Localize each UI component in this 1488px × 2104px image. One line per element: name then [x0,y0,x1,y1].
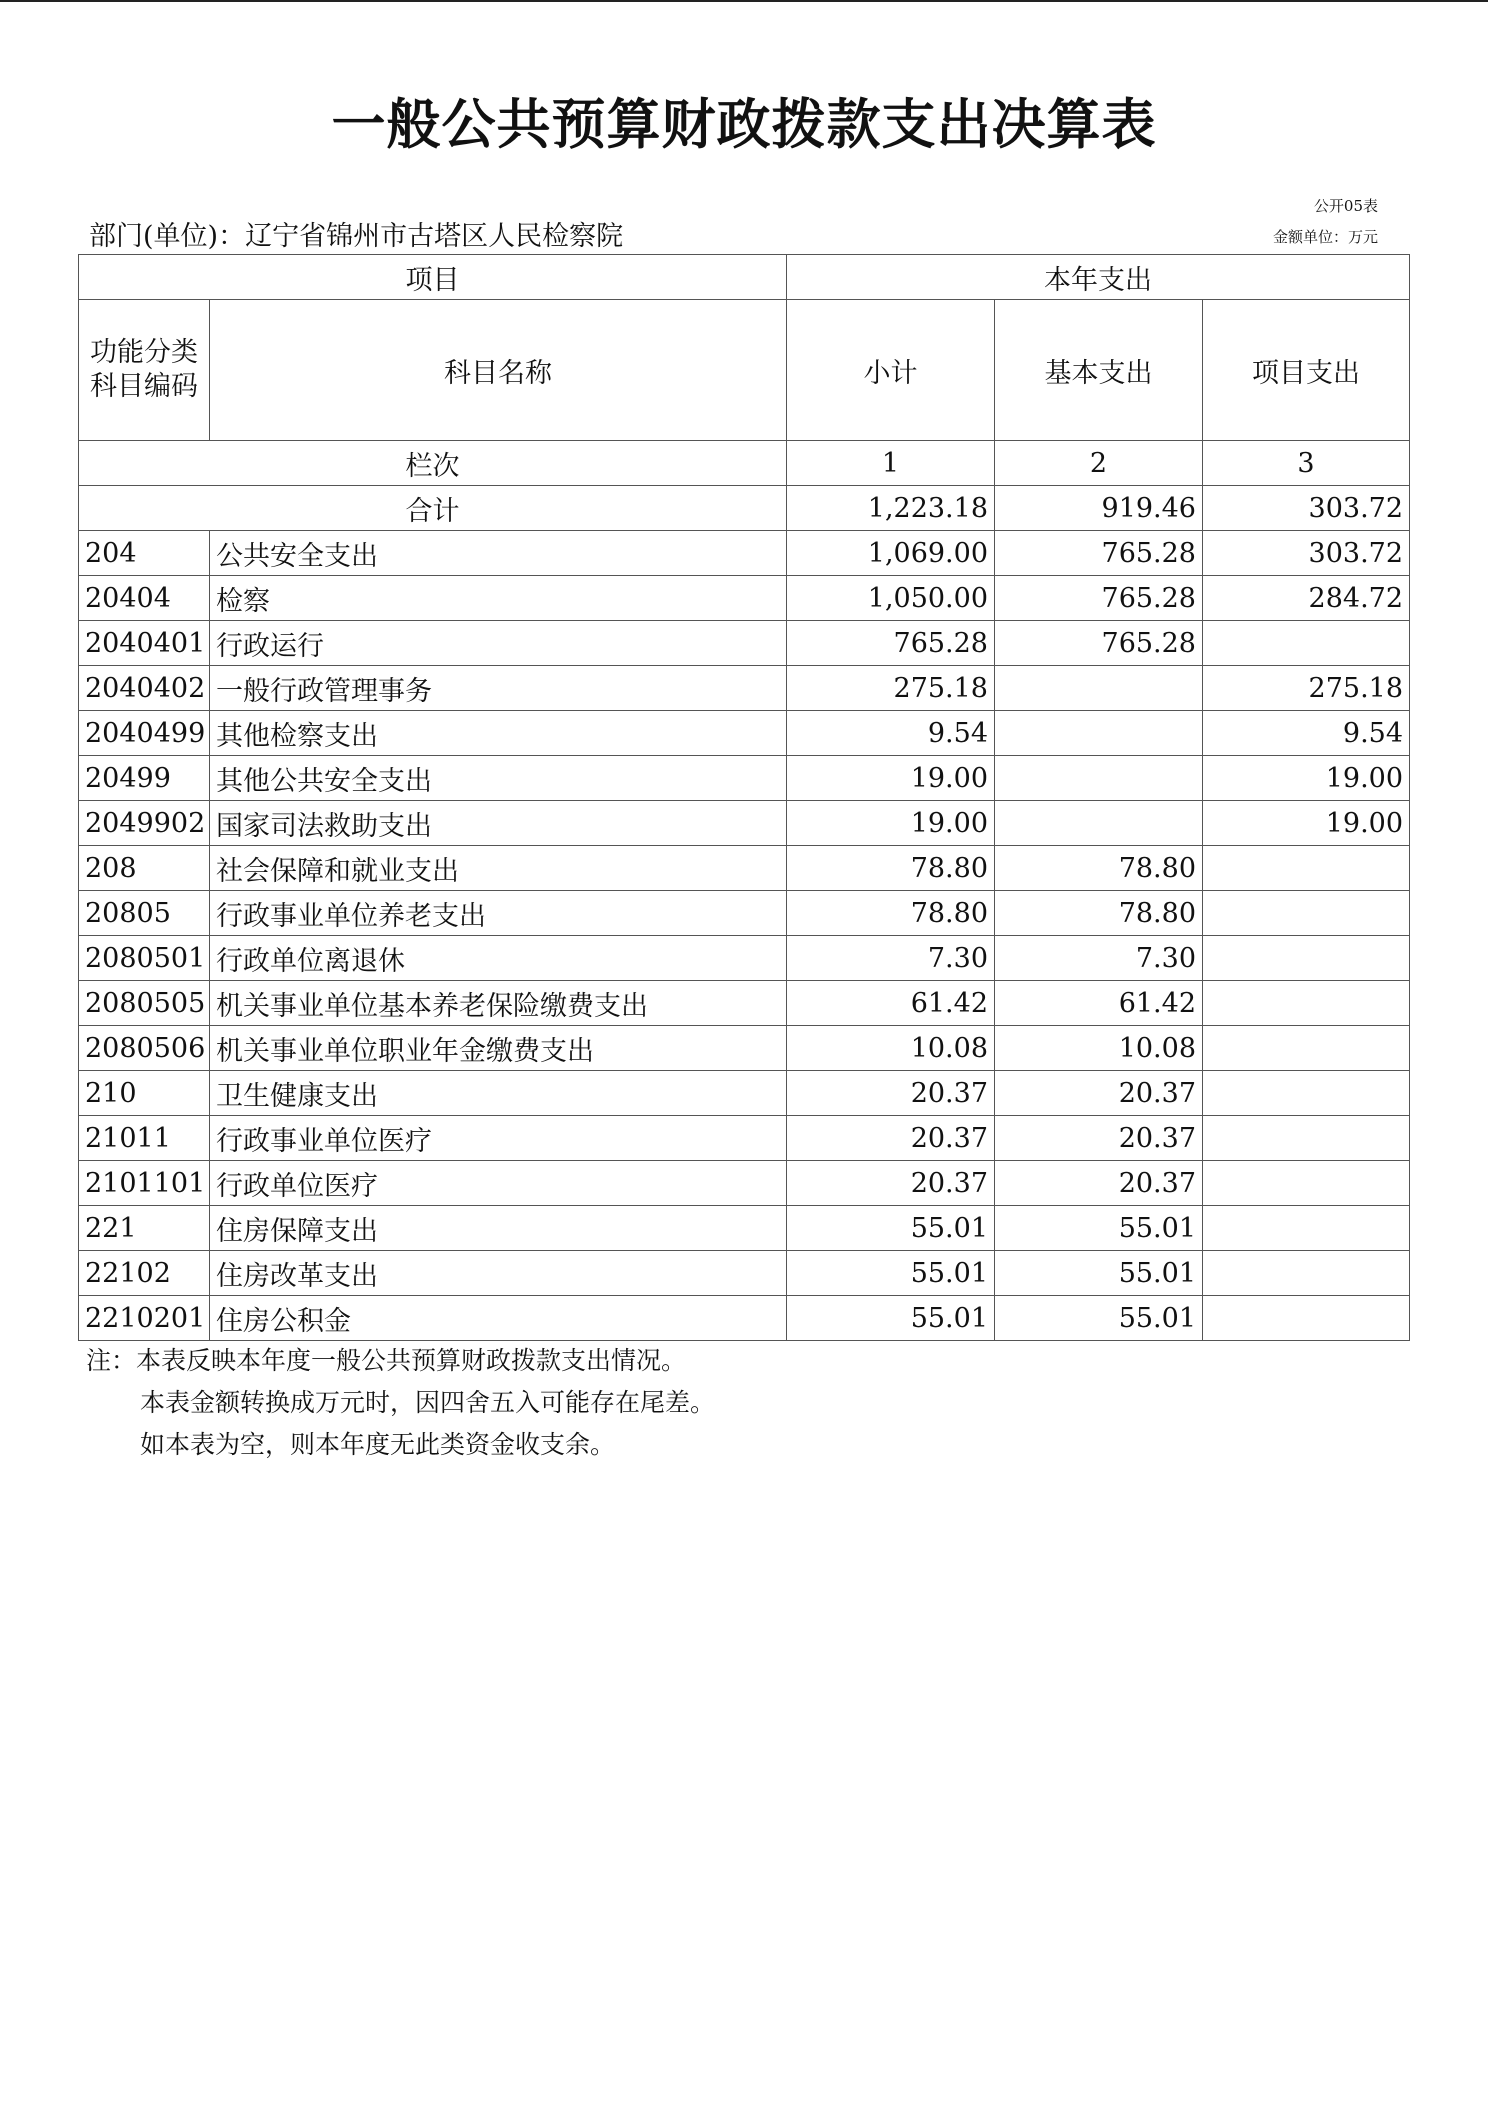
row-name: 行政事业单位养老支出 [210,891,787,936]
header-subtotal: 小计 [787,300,995,441]
row-code: 20805 [79,891,210,936]
total-project: 303.72 [1203,486,1410,531]
row-code: 221 [79,1206,210,1251]
header-name: 科目名称 [210,300,787,441]
row-basic: 765.28 [995,576,1203,621]
table-row [79,981,1410,1026]
table-row [79,621,1410,666]
row-project [1203,1296,1410,1341]
row-subtotal: 78.80 [787,891,995,936]
row-project: 275.18 [1203,666,1410,711]
header-project-exp: 项目支出 [1203,300,1410,441]
row-name: 社会保障和就业支出 [210,846,787,891]
row-project: 19.00 [1203,801,1410,846]
table-row [79,711,1410,756]
row-subtotal: 765.28 [787,621,995,666]
row-name: 住房改革支出 [210,1251,787,1296]
header-project: 项目 [79,255,787,300]
table-row [79,1116,1410,1161]
row-code: 2049902 [79,801,210,846]
row-subtotal: 55.01 [787,1206,995,1251]
row-code: 20404 [79,576,210,621]
row-basic: 765.28 [995,531,1203,576]
row-project [1203,936,1410,981]
row-name: 其他检察支出 [210,711,787,756]
row-basic: 78.80 [995,891,1203,936]
row-code: 208 [79,846,210,891]
row-subtotal: 1,069.00 [787,531,995,576]
row-basic: 7.30 [995,936,1203,981]
row-basic: 55.01 [995,1206,1203,1251]
table-row [79,576,1410,621]
table-row [79,1251,1410,1296]
row-code: 204 [79,531,210,576]
row-subtotal: 7.30 [787,936,995,981]
row-basic [995,801,1203,846]
row-code: 2210201 [79,1296,210,1341]
row-project [1203,1026,1410,1071]
column-index-3: 3 [1203,441,1410,486]
column-label: 栏次 [79,441,787,486]
row-code: 2040402 [79,666,210,711]
row-project [1203,891,1410,936]
table-row [79,1296,1410,1341]
table-row [79,1071,1410,1116]
notes [86,1340,715,1466]
row-basic: 10.08 [995,1026,1203,1071]
total-basic: 919.46 [995,486,1203,531]
row-name: 卫生健康支出 [210,1071,787,1116]
table-row [79,801,1410,846]
note-line-2: 本表金额转换成万元时，因四舍五入可能存在尾差。 [140,1388,716,1417]
total-label: 合计 [79,486,787,531]
row-code: 2040499 [79,711,210,756]
row-subtotal: 78.80 [787,846,995,891]
row-name: 一般行政管理事务 [210,666,787,711]
row-subtotal: 20.37 [787,1116,995,1161]
row-project [1203,1116,1410,1161]
top-border-line [0,0,1488,2]
row-project [1203,1071,1410,1116]
table-row [79,666,1410,711]
row-code: 2080506 [79,1026,210,1071]
row-basic [995,666,1203,711]
row-code: 22102 [79,1251,210,1296]
row-project: 9.54 [1203,711,1410,756]
column-index-row [79,441,1410,486]
note-line-3: 如本表为空，则本年度无此类资金收支余。 [140,1430,616,1459]
expenditure-table [78,254,1410,1341]
row-project: 284.72 [1203,576,1410,621]
total-subtotal: 1,223.18 [787,486,995,531]
table-row [79,756,1410,801]
amount-unit: 金额单位：万元 [1272,228,1378,246]
column-index-2: 2 [995,441,1203,486]
row-name: 国家司法救助支出 [210,801,787,846]
row-name: 住房保障支出 [210,1206,787,1251]
row-basic [995,711,1203,756]
row-project [1203,981,1410,1026]
table-row [79,891,1410,936]
row-subtotal: 61.42 [787,981,995,1026]
note-line-1: 注：本表反映本年度一般公共预算财政拨款支出情况。 [86,1346,687,1375]
row-basic: 20.37 [995,1071,1203,1116]
table-row [79,936,1410,981]
row-basic: 20.37 [995,1161,1203,1206]
row-name: 住房公积金 [210,1296,787,1341]
header-row-2 [79,300,1410,441]
row-code: 2101101 [79,1161,210,1206]
row-code: 210 [79,1071,210,1116]
row-name: 其他公共安全支出 [210,756,787,801]
row-subtotal: 1,050.00 [787,576,995,621]
table-row [79,1161,1410,1206]
row-name: 行政单位医疗 [210,1161,787,1206]
row-basic: 55.01 [995,1296,1203,1341]
row-subtotal: 20.37 [787,1161,995,1206]
row-basic: 20.37 [995,1116,1203,1161]
row-code: 2080501 [79,936,210,981]
header-current-year: 本年支出 [787,255,1410,300]
row-subtotal: 55.01 [787,1251,995,1296]
header-row-1 [79,255,1410,300]
row-code: 2080505 [79,981,210,1026]
row-name: 检察 [210,576,787,621]
row-name: 公共安全支出 [210,531,787,576]
row-project: 19.00 [1203,756,1410,801]
table-row [79,846,1410,891]
row-basic: 55.01 [995,1251,1203,1296]
row-basic: 78.80 [995,846,1203,891]
row-name: 机关事业单位职业年金缴费支出 [210,1026,787,1071]
row-subtotal: 9.54 [787,711,995,756]
column-index-1: 1 [787,441,995,486]
row-subtotal: 19.00 [787,756,995,801]
row-basic: 61.42 [995,981,1203,1026]
row-project [1203,621,1410,666]
form-number: 公开05表 [1313,197,1378,215]
row-code: 20499 [79,756,210,801]
page-title: 一般公共预算财政拨款支出决算表 [331,93,1157,156]
row-name: 行政运行 [210,621,787,666]
row-subtotal: 10.08 [787,1026,995,1071]
row-project: 303.72 [1203,531,1410,576]
row-project [1203,1251,1410,1296]
row-code: 21011 [79,1116,210,1161]
table-row [79,1026,1410,1071]
row-name: 行政事业单位医疗 [210,1116,787,1161]
row-basic [995,756,1203,801]
total-row [79,486,1410,531]
row-subtotal: 55.01 [787,1296,995,1341]
row-name: 机关事业单位基本养老保险缴费支出 [210,981,787,1026]
row-name: 行政单位离退休 [210,936,787,981]
row-subtotal: 20.37 [787,1071,995,1116]
row-subtotal: 19.00 [787,801,995,846]
row-code: 2040401 [79,621,210,666]
header-code: 功能分类科目编码 [79,300,210,441]
row-project [1203,1161,1410,1206]
table-row [79,531,1410,576]
table-row [79,1206,1410,1251]
row-project [1203,1206,1410,1251]
row-basic: 765.28 [995,621,1203,666]
header-basic: 基本支出 [995,300,1203,441]
department-label: 部门(单位)：辽宁省锦州市古塔区人民检察院 [89,221,624,252]
row-project [1203,846,1410,891]
row-subtotal: 275.18 [787,666,995,711]
